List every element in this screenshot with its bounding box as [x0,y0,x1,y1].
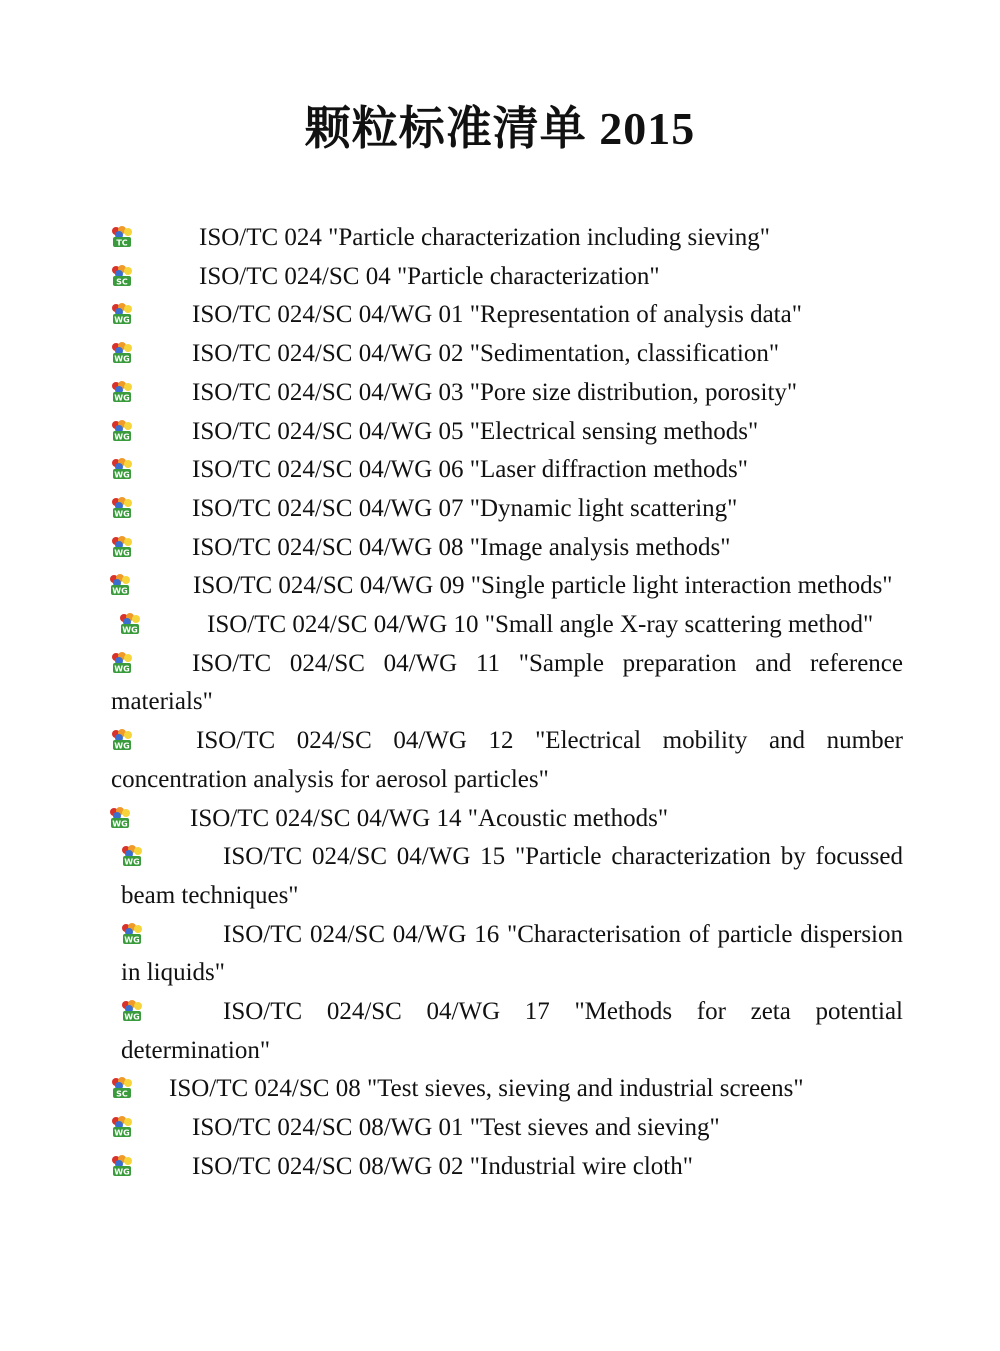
wg-working-group-icon [109,807,131,829]
svg-text:SC: SC [116,1089,128,1099]
item-text: ISO/TC 024/SC 04 "Particle characterization" [199,262,660,290]
item-text: ISO/TC 024/SC 04/WG 08 "Image analysis methods" [192,533,731,561]
list-item [99,219,903,258]
wg-working-group-icon [111,652,133,674]
wg-working-group-icon [121,845,143,867]
wg-working-group-icon [121,923,143,945]
item-text: ISO/TC 024/SC 04/WG 06 "Laser diffraction methods" [192,456,748,484]
list-item [99,722,903,799]
svg-text:WG: WG [122,625,138,635]
svg-text:SC: SC [116,277,128,287]
wg-working-group-icon [109,574,131,596]
item-text: ISO/TC 024/SC 04/WG 14 "Acoustic methods" [190,804,669,832]
svg-text:WG: WG [114,470,130,480]
item-text: ISO/TC 024/SC 04/WG 11 "Sample preparation and reference materials" [111,649,903,716]
item-text: ISO/TC 024/SC 04/WG 09 "Single particle light interaction methods" [193,572,893,600]
list-item [99,258,903,297]
item-text: ISO/TC 024/SC 04/WG 16 "Characterisation of particle dispersion in liquids" [121,920,903,987]
item-text: ISO/TC 024/SC 04/WG 01 "Representation of analysis data" [192,301,802,329]
svg-text:WG: WG [114,509,130,519]
svg-text:WG: WG [114,1167,130,1177]
item-text: ISO/TC 024/SC 04/WG 12 "Electrical mobility and number concentration analysis for aerosol particles" [111,727,903,793]
wg-working-group-icon [111,420,133,442]
item-text: ISO/TC 024/SC 04/WG 17 "Methods for zeta potential determination" [121,998,903,1064]
wg-working-group-icon [111,381,133,403]
list-item [99,1148,903,1187]
list-item [99,567,903,606]
svg-text:WG: WG [124,935,140,945]
list-item [99,606,903,645]
wg-working-group-icon [121,1000,143,1022]
item-text: ISO/TC 024/SC 04/WG 05 "Electrical sensing methods" [192,417,759,445]
item-text: ISO/TC 024/SC 04/WG 10 "Small angle X-ray scattering method" [207,611,874,639]
list-item [99,296,903,335]
wg-working-group-icon [111,303,133,325]
list-item [99,490,903,529]
wg-working-group-icon [111,1155,133,1177]
item-text: ISO/TC 024/SC 04/WG 15 "Particle characterization by focussed beam techniques" [121,843,903,909]
list-item [99,374,903,413]
item-text: ISO/TC 024/SC 08 "Test sieves, sieving and industrial screens" [169,1075,804,1103]
svg-text:TC: TC [116,238,128,248]
item-text: ISO/TC 024/SC 08/WG 01 "Test sieves and sieving" [192,1114,720,1142]
list-item [99,645,903,722]
list-item [99,800,903,839]
svg-text:WG: WG [114,548,130,558]
svg-text:WG: WG [114,664,130,674]
page-title: 颗粒标准清单 2015 [304,103,696,154]
list-item [99,838,903,915]
svg-text:WG: WG [114,741,130,751]
item-text: ISO/TC 024/SC 04/WG 03 "Pore size distribution, porosity" [192,378,798,406]
svg-text:WG: WG [114,315,130,325]
svg-text:WG: WG [112,586,128,596]
svg-text:WG: WG [112,819,128,829]
committee-list [99,219,903,1187]
wg-working-group-icon [111,458,133,480]
list-item [99,451,903,490]
wg-working-group-icon [119,613,141,635]
list-item [99,413,903,452]
list-item [99,993,903,1070]
svg-text:WG: WG [114,432,130,442]
item-text: ISO/TC 024/SC 08/WG 02 "Industrial wire cloth" [192,1152,693,1180]
svg-text:WG: WG [124,1012,140,1022]
svg-text:WG: WG [114,1128,130,1138]
sc-subcommittee-icon [111,1077,133,1099]
item-text: ISO/TC 024/SC 04/WG 07 "Dynamic light scattering" [192,494,738,522]
wg-working-group-icon [111,536,133,558]
wg-working-group-icon [111,342,133,364]
svg-text:WG: WG [114,393,130,403]
wg-working-group-icon [111,729,133,751]
list-item [99,916,903,993]
sc-subcommittee-icon [111,265,133,287]
item-text: ISO/TC 024 "Particle characterization including sieving" [199,224,770,251]
svg-text:WG: WG [114,354,130,364]
list-item [99,529,903,568]
list-item [99,1109,903,1148]
tc-committee-icon [111,226,133,248]
svg-text:WG: WG [124,857,140,867]
item-text: ISO/TC 024/SC 04/WG 02 "Sedimentation, classification" [192,340,780,368]
wg-working-group-icon [111,1116,133,1138]
list-item [99,1070,903,1109]
list-item [99,335,903,374]
wg-working-group-icon [111,497,133,519]
